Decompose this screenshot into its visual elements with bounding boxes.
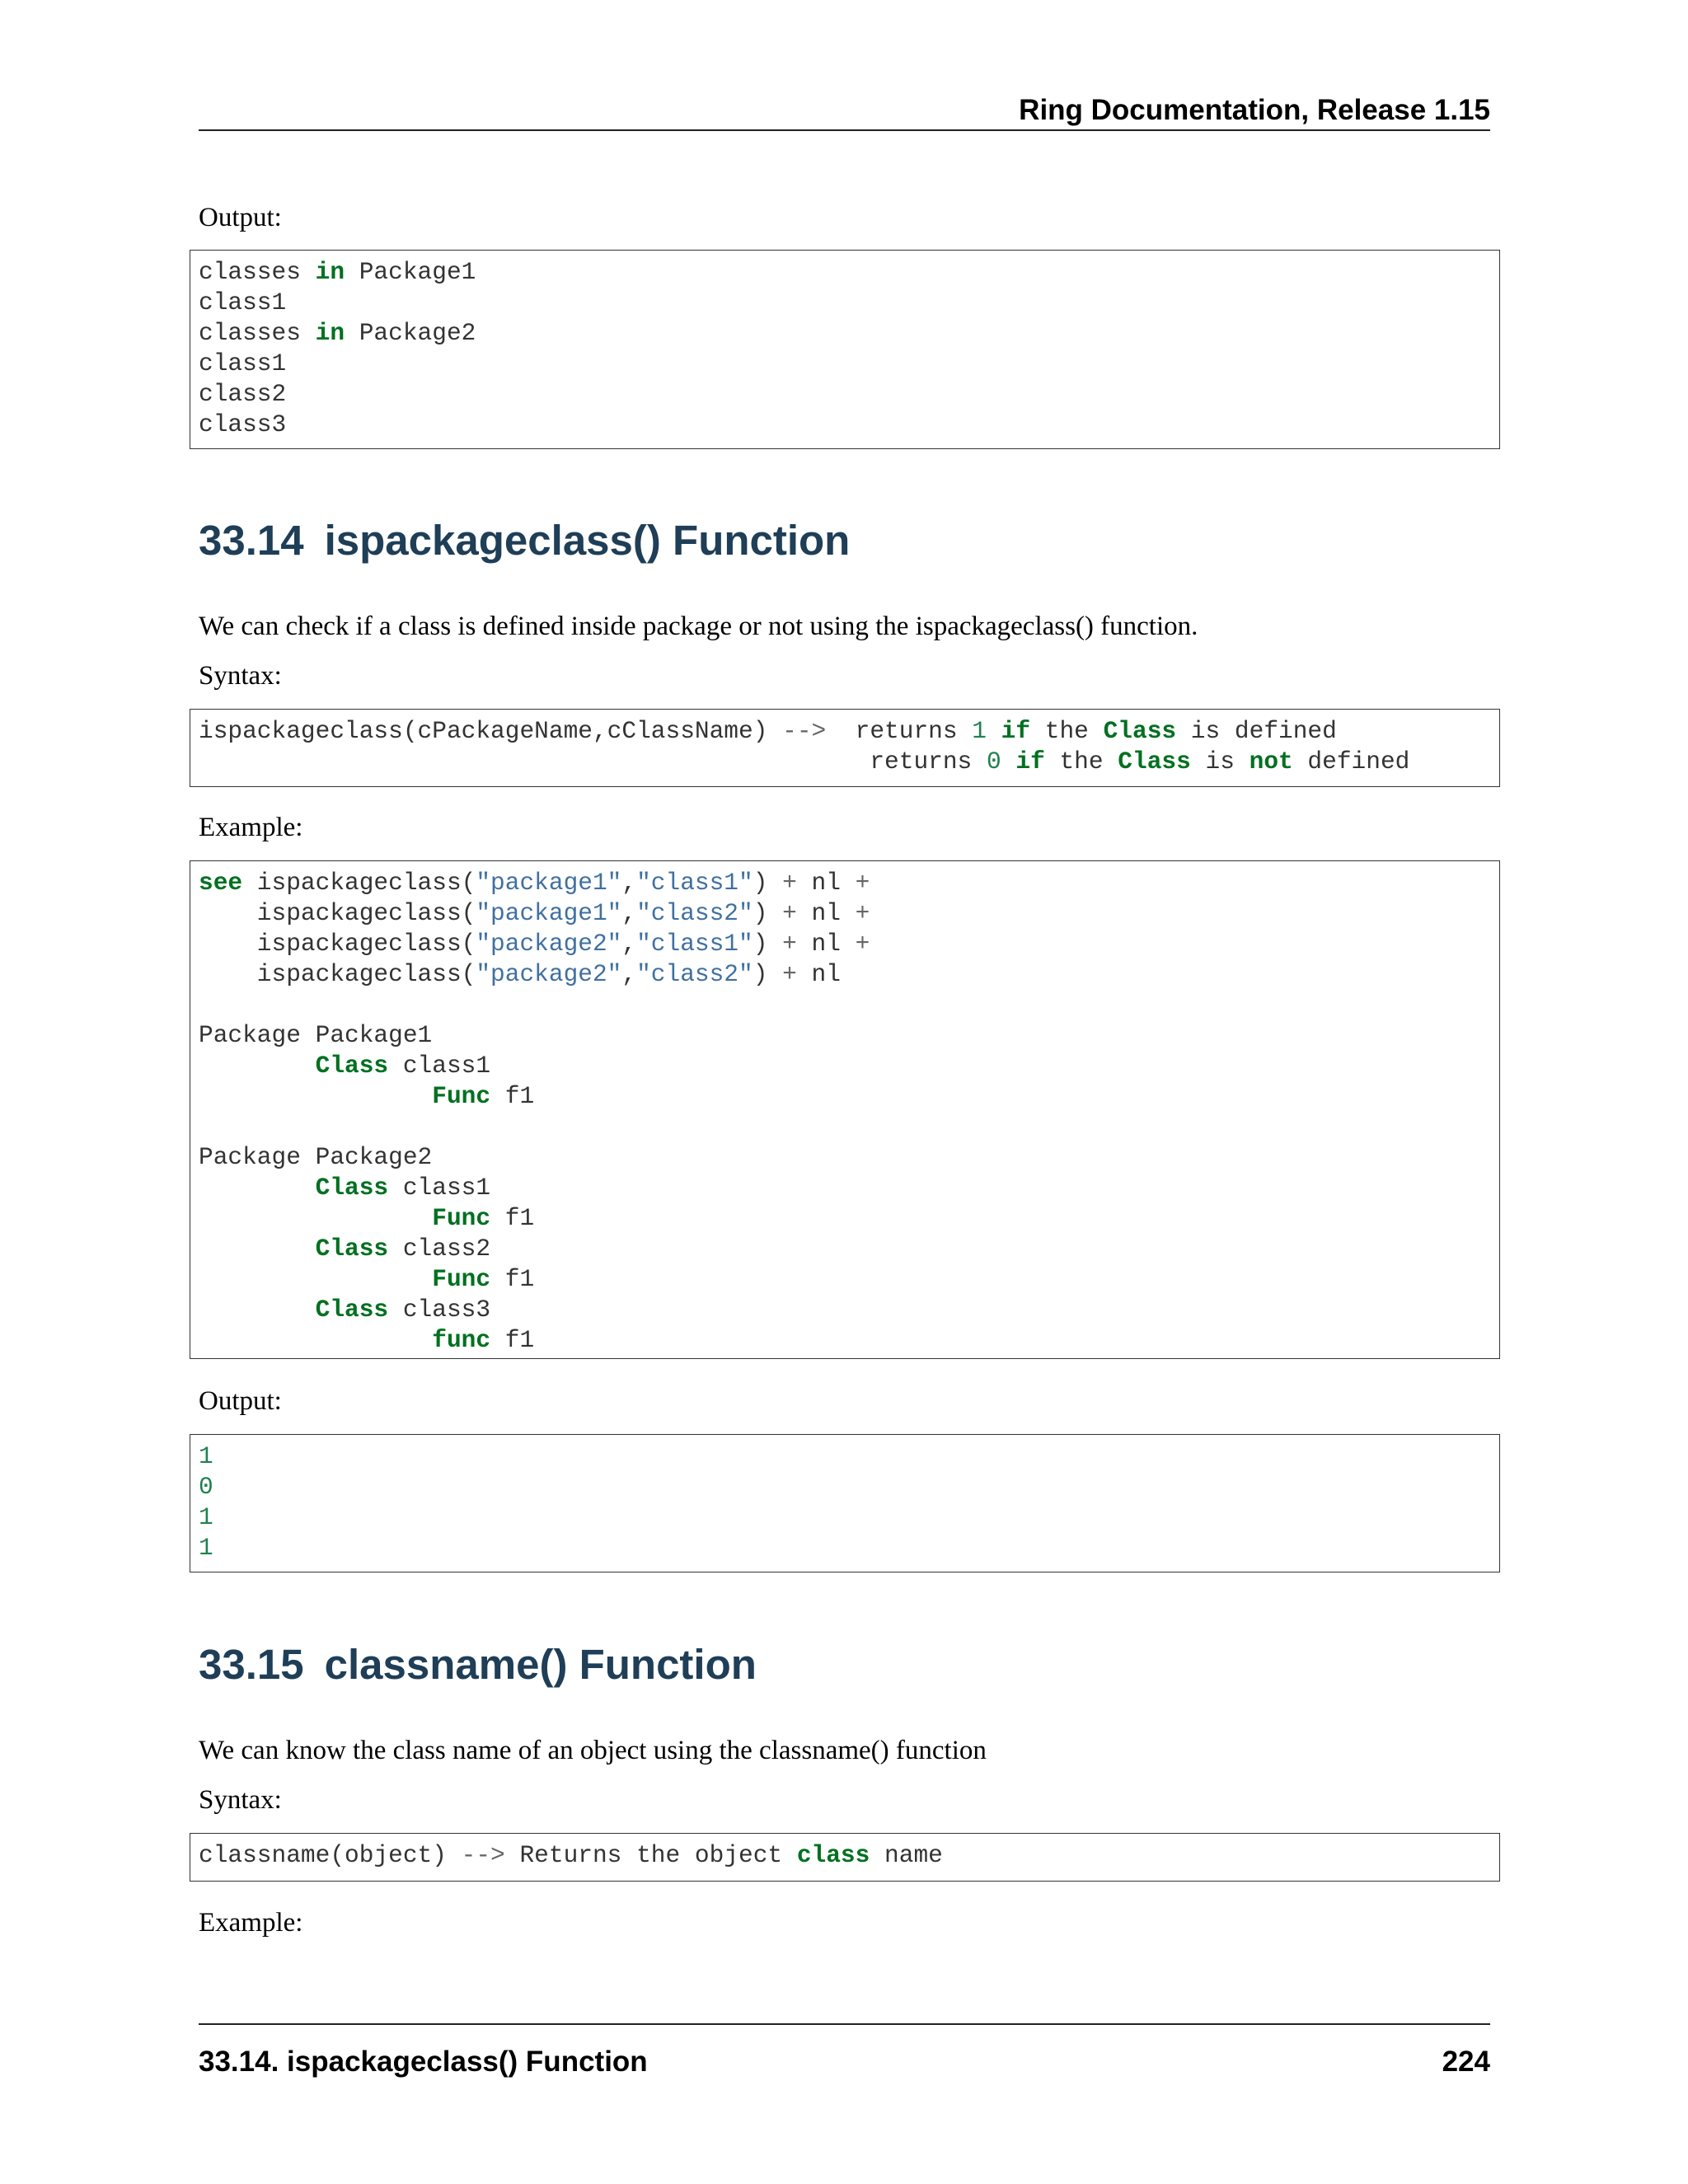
- section-intro-ispackageclass: We can check if a class is defined inside package or not using the ispackageclass() function.: [199, 612, 1198, 641]
- code-token: [199, 1082, 432, 1110]
- code-keyword: Class: [315, 1052, 389, 1080]
- output-label: Output:: [199, 203, 282, 232]
- code-operator: +: [855, 930, 870, 958]
- example-label: Example:: [199, 1908, 303, 1938]
- code-keyword: Class: [1118, 748, 1191, 776]
- code-token: the: [1044, 748, 1118, 776]
- running-header-title: Ring Documentation, Release 1.15: [1019, 94, 1490, 126]
- code-keyword: not: [1249, 748, 1293, 776]
- code-block-example-ispackageclass: [190, 860, 1500, 1359]
- code-token: class1: [388, 1174, 491, 1202]
- code-number: 0: [199, 1473, 213, 1501]
- code-keyword: Class: [1103, 717, 1177, 745]
- code-token: Package Package2: [199, 1143, 433, 1171]
- header-rule: [199, 129, 1490, 131]
- code-token: ,: [621, 930, 637, 958]
- code-token: Returns the object: [504, 1841, 797, 1869]
- code-string: "class1": [636, 930, 753, 958]
- code-number: 1: [199, 1534, 213, 1562]
- code-token: class1: [199, 349, 287, 377]
- code-keyword: Class: [315, 1174, 389, 1202]
- code-token: ispackageclass(: [199, 930, 476, 958]
- code-string: "package1": [476, 869, 622, 897]
- code-block-syntax-classname: [190, 1833, 1500, 1882]
- code-token: [199, 1174, 316, 1202]
- code-token: ): [753, 960, 783, 988]
- code-operator: +: [855, 869, 870, 897]
- section-title: classname() Function: [324, 1641, 757, 1688]
- code-token: class3: [388, 1296, 491, 1324]
- code-number: 1: [972, 717, 987, 745]
- code-token: [199, 1296, 316, 1324]
- code-token: Package Package1: [199, 1021, 433, 1049]
- code-text: [199, 257, 1491, 440]
- code-token: returns: [826, 717, 973, 745]
- code-token: ,: [621, 960, 637, 988]
- code-token: Package2: [345, 319, 476, 347]
- code-keyword: Func: [432, 1082, 491, 1110]
- code-string: "class2": [636, 899, 753, 927]
- section-heading-classname: [199, 1638, 757, 1691]
- code-token: [1001, 748, 1016, 776]
- code-operator: +: [855, 899, 870, 927]
- code-number: 1: [199, 1503, 213, 1531]
- code-keyword: Class: [315, 1296, 389, 1324]
- code-operator: -->: [782, 717, 827, 745]
- code-token: f1: [490, 1082, 535, 1110]
- code-operator: +: [782, 899, 797, 927]
- code-token: ): [753, 899, 783, 927]
- code-text: [199, 1441, 1491, 1563]
- code-text: [199, 868, 1491, 1356]
- code-token: the: [1030, 717, 1104, 745]
- code-token: class2: [388, 1235, 491, 1263]
- code-token: [199, 1204, 432, 1232]
- code-token: f1: [490, 1326, 535, 1354]
- code-token: returns: [199, 748, 987, 776]
- code-keyword: Func: [432, 1204, 491, 1232]
- code-operator: +: [782, 960, 797, 988]
- code-token: [987, 717, 1001, 745]
- code-text: [199, 716, 1491, 777]
- code-token: ,: [621, 899, 637, 927]
- code-token: nl: [796, 899, 856, 927]
- code-keyword: see: [199, 869, 243, 897]
- code-token: is defined: [1176, 717, 1337, 745]
- code-string: "package2": [476, 960, 622, 988]
- code-token: [199, 1265, 432, 1293]
- section-intro-classname: We can know the class name of an object using the classname() function: [199, 1736, 987, 1765]
- code-token: [199, 1235, 316, 1263]
- code-token: f1: [490, 1204, 535, 1232]
- code-string: "class1": [636, 869, 753, 897]
- code-string: "class2": [636, 960, 753, 988]
- syntax-label: Syntax:: [199, 661, 282, 691]
- code-token: Package1: [345, 258, 476, 286]
- code-token: ispackageclass(: [242, 869, 476, 897]
- code-string: "package1": [476, 899, 622, 927]
- code-keyword: class: [796, 1841, 870, 1869]
- code-operator: -->: [461, 1841, 505, 1869]
- code-keyword: in: [315, 319, 345, 347]
- section-number: 33.14: [199, 517, 304, 564]
- code-keyword: in: [315, 258, 345, 286]
- footer-section-title: 33.14. ispackageclass() Function: [199, 2046, 648, 2078]
- code-string: "package2": [476, 930, 622, 958]
- code-token: is: [1190, 748, 1250, 776]
- code-block-syntax-ispackageclass: [190, 709, 1500, 787]
- code-keyword: Class: [315, 1235, 389, 1263]
- code-token: name: [870, 1841, 943, 1869]
- code-token: nl: [796, 869, 856, 897]
- code-token: class1: [388, 1052, 491, 1080]
- code-number: 0: [986, 748, 1001, 776]
- code-operator: +: [782, 930, 797, 958]
- code-number: 1: [199, 1442, 213, 1470]
- code-token: nl: [796, 960, 841, 988]
- code-token: ispackageclass(cPackageName,cClassName): [199, 717, 783, 745]
- code-token: [199, 1052, 316, 1080]
- example-label: Example:: [199, 813, 303, 842]
- code-token: class2: [199, 380, 287, 408]
- section-title: ispackageclass() Function: [324, 517, 851, 564]
- footer-rule: [199, 2023, 1490, 2025]
- code-token: class1: [199, 288, 287, 316]
- code-token: classname(object): [199, 1841, 462, 1869]
- code-token: classes: [199, 258, 316, 286]
- code-operator: +: [782, 869, 797, 897]
- page-number: 224: [1442, 2046, 1490, 2078]
- code-keyword: if: [1001, 717, 1031, 745]
- code-token: ): [753, 930, 783, 958]
- code-keyword: func: [432, 1326, 491, 1354]
- syntax-label: Syntax:: [199, 1785, 282, 1815]
- code-token: ispackageclass(: [199, 899, 476, 927]
- code-token: ispackageclass(: [199, 960, 476, 988]
- output-label: Output:: [199, 1386, 282, 1416]
- section-heading-ispackageclass: [199, 514, 850, 567]
- code-token: ): [753, 869, 783, 897]
- code-keyword: if: [1015, 748, 1045, 776]
- code-keyword: Func: [432, 1265, 491, 1293]
- code-text: [199, 1840, 1491, 1871]
- code-token: defined: [1292, 748, 1410, 776]
- section-number: 33.15: [199, 1641, 304, 1688]
- code-token: f1: [490, 1265, 535, 1293]
- code-token: [199, 1326, 432, 1354]
- code-block-output-2: [190, 1434, 1500, 1572]
- code-block-output-1: [190, 250, 1500, 449]
- code-token: classes: [199, 319, 316, 347]
- code-token: ,: [621, 869, 637, 897]
- code-token: class3: [199, 410, 287, 438]
- code-token: nl: [796, 930, 856, 958]
